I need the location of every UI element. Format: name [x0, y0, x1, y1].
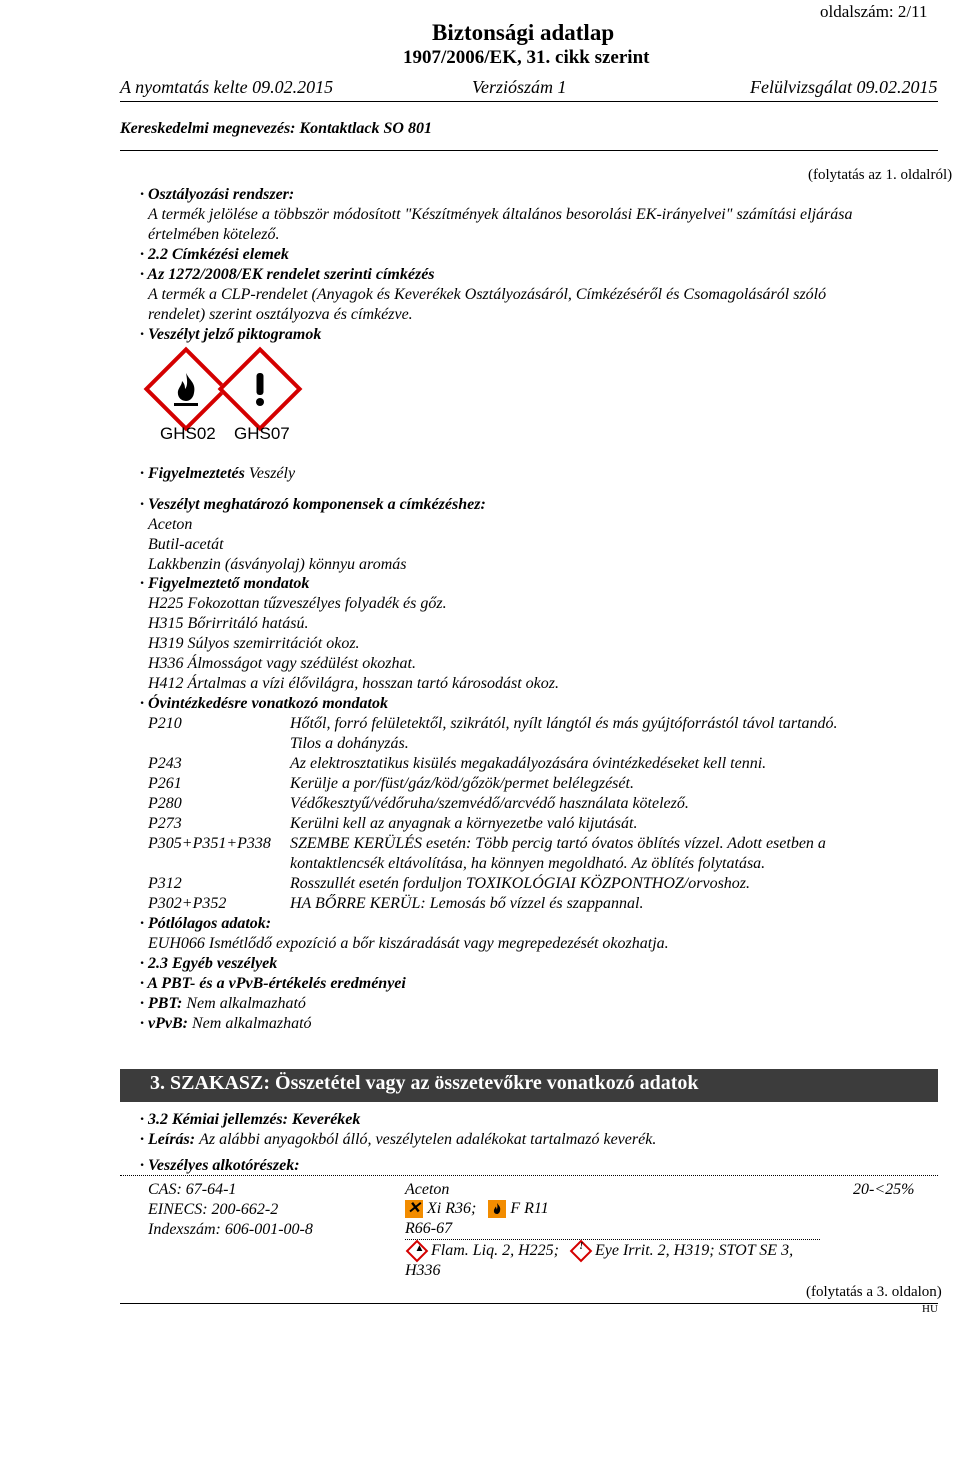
precaution-code: P243	[148, 755, 182, 772]
precaution-code: P210	[148, 715, 182, 732]
language-code: HU	[922, 1303, 938, 1315]
ingredient-name: Aceton	[405, 1181, 450, 1198]
regulation-heading: · Az 1272/2008/EK rendelet szerinti címkézés	[140, 266, 435, 283]
section-3-header	[120, 1069, 938, 1102]
precaution-code: P302+P352	[148, 895, 227, 912]
label-elements-heading: · 2.2 Címkézési elemek	[140, 246, 289, 263]
clp-flam: Flam. Liq. 2, H225;	[431, 1242, 559, 1259]
precaution-text: Védőkesztyű/védőruha/szemvédő/arcvédő használata kötelező.	[290, 795, 689, 812]
precaution-text: Kerülni kell az anyagnak a környezetbe való kijutását.	[290, 815, 638, 832]
vpvb-value: Nem alkalmazható	[191, 1015, 312, 1032]
trade-name-divider	[120, 150, 938, 151]
precaution-text: Az elektrosztatikus kisülés megakadályozására óvintézkedéseket kell tenni.	[290, 755, 767, 772]
supplementary-heading: · Pótlólagos adatok:	[140, 915, 272, 932]
regulation-text-2: rendelet) szerint osztályozva és címkézve.	[148, 306, 413, 323]
continued-to: (folytatás a 3. oldalon)	[806, 1284, 942, 1300]
precaution-text: Tilos a dohányzás.	[290, 735, 409, 752]
precaution-text: kontaktlencsék eltávolítása, ha könnyen megoldható. Az öblítés folytatása.	[290, 855, 766, 872]
flame-icon: ▲	[406, 1240, 429, 1263]
precaution-code: P261	[148, 775, 182, 792]
classification-text-2: értelmében kötelező.	[148, 226, 280, 243]
trade-name: Kereskedelmi megnevezés: Kontaktlack SO 801	[120, 120, 432, 137]
hazard-statement: H225 Fokozottan tűzveszélyes folyadék és gőz.	[148, 595, 447, 612]
supplementary-text: EUH066 Ismétlődő expozíció a bőr kiszáradását vagy megrepedezését okozhatja.	[148, 935, 669, 952]
exclamation-icon	[218, 347, 303, 432]
classification-text-1: A termék jelölése a többször módosított "Készítmények általános besorolási EK-irányelvei" számítási eljárása	[148, 206, 853, 223]
clp-stot: H336	[405, 1262, 441, 1279]
print-date: A nyomtatás kelte 09.02.2015	[120, 77, 334, 97]
page-number: oldalszám: 2/11	[820, 2, 928, 21]
harmful-x-icon: ✕	[405, 1200, 423, 1218]
precaution-code: P312	[148, 875, 182, 892]
pbt-value: Nem alkalmazható	[186, 995, 306, 1012]
signal-word: Veszély	[248, 465, 296, 482]
xi-class: Xi R36;	[427, 1200, 477, 1217]
revision-date: Felülvizsgálat 09.02.2015	[750, 77, 938, 97]
continued-from: (folytatás az 1. oldalról)	[808, 167, 953, 183]
document-subtitle: 1907/2006/EK, 31. cikk szerint	[403, 47, 650, 68]
dangerous-components-heading: · Veszélyes alkotórészek:	[140, 1157, 300, 1174]
flame-icon	[144, 347, 229, 432]
component-item: Lakkbenzin (ásványolaj) könnyu aromás	[148, 556, 407, 573]
exclamation-icon: !	[570, 1240, 593, 1263]
version-number: Verziószám 1	[472, 77, 567, 97]
precaution-text: Hőtől, forró felületektől, szikrától, nyílt lángtól és más gyújtóforrástól távol tartandó.	[290, 715, 838, 732]
cas-number: CAS: 67-64-1	[148, 1181, 237, 1198]
pictograms-heading: · Veszélyt jelző piktogramok	[140, 326, 322, 343]
chem-label: · 3.2 Kémiai jellemzés:	[140, 1111, 288, 1128]
components-heading: · Veszélyt meghatározó komponensek a címkézéshez:	[140, 496, 486, 513]
clp-eye: Eye Irrit. 2, H319; STOT SE 3,	[595, 1242, 794, 1259]
description-label: · Leírás:	[140, 1131, 196, 1148]
r-phrases: R66-67	[405, 1220, 453, 1237]
vpvb-label: · vPvB:	[140, 1015, 188, 1032]
regulation-text-1: A termék a CLP-rendelet (Anyagok és Keverékek Osztályozásáról, Címkézéséről és Csomagolásáról szóló	[148, 286, 827, 303]
precaution-code: P280	[148, 795, 182, 812]
precaution-code: P305+P351+P338	[148, 835, 271, 852]
footer-divider	[120, 1303, 938, 1304]
hazard-statement: H315 Bőrirritáló hatású.	[148, 615, 309, 632]
component-item: Aceton	[148, 516, 193, 533]
flame-icon	[488, 1200, 506, 1218]
description-value: Az alábbi anyagokból álló, veszélytelen adalékokat tartalmazó keverék.	[199, 1131, 657, 1148]
hazard-statement: H319 Súlyos szemirritációt okoz.	[148, 635, 360, 652]
f-class: F R11	[510, 1200, 549, 1217]
precaution-text: Rosszullét esetén forduljon TOXIKOLÓGIAI KÖZPONTHOZ/orvoshoz.	[290, 875, 751, 892]
einecs-number: EINECS: 200-662-2	[148, 1201, 279, 1218]
signal-word-label: · Figyelmeztetés	[140, 465, 245, 482]
chem-value: Keverékek	[291, 1111, 361, 1128]
other-hazards-heading: · 2.3 Egyéb veszélyek	[140, 955, 278, 972]
precaution-text: SZEMBE KERÜLÉS esetén: Több percig tartó óvatos öblítés vízzel. Adott esetben a	[290, 835, 826, 852]
precaution-text: Kerülje a por/füst/gáz/köd/gőzök/permet belélegzését.	[290, 775, 634, 792]
component-item: Butil-acetát	[148, 536, 224, 553]
clp-rule	[405, 1239, 820, 1241]
pictogram-code-ghs02: GHS02	[160, 424, 216, 443]
pbt-results-heading: · A PBT- és a vPvB-értékelés eredményei	[140, 975, 406, 992]
pictogram-code-ghs07: GHS07	[234, 424, 290, 443]
index-number: Indexszám: 606-001-00-8	[148, 1221, 313, 1238]
section-3-title: 3. SZAKASZ: Összetétel vagy az összetevőkre vonatkozó adatok	[150, 1072, 699, 1094]
pbt-label: · PBT:	[140, 995, 183, 1012]
precautionary-heading: · Óvintézkedésre vonatkozó mondatok	[140, 695, 388, 712]
hazard-statement: H336 Álmosságot vagy szédülést okozhat.	[148, 655, 416, 672]
precaution-text: HA BŐRRE KERÜL: Lemosás bő vízzel és szappannal.	[290, 895, 644, 912]
concentration: 20-<25%	[853, 1181, 915, 1198]
document-title: Biztonsági adatlap	[432, 20, 615, 45]
hazard-statements-heading: · Figyelmeztető mondatok	[140, 575, 310, 592]
table-top-rule	[120, 1175, 938, 1177]
header-divider	[120, 101, 938, 102]
classification-heading: · Osztályozási rendszer:	[140, 186, 295, 203]
precaution-code: P273	[148, 815, 182, 832]
hazard-statement: H412 Ártalmas a vízi élővilágra, hosszan tartó károsodást okoz.	[148, 675, 559, 692]
